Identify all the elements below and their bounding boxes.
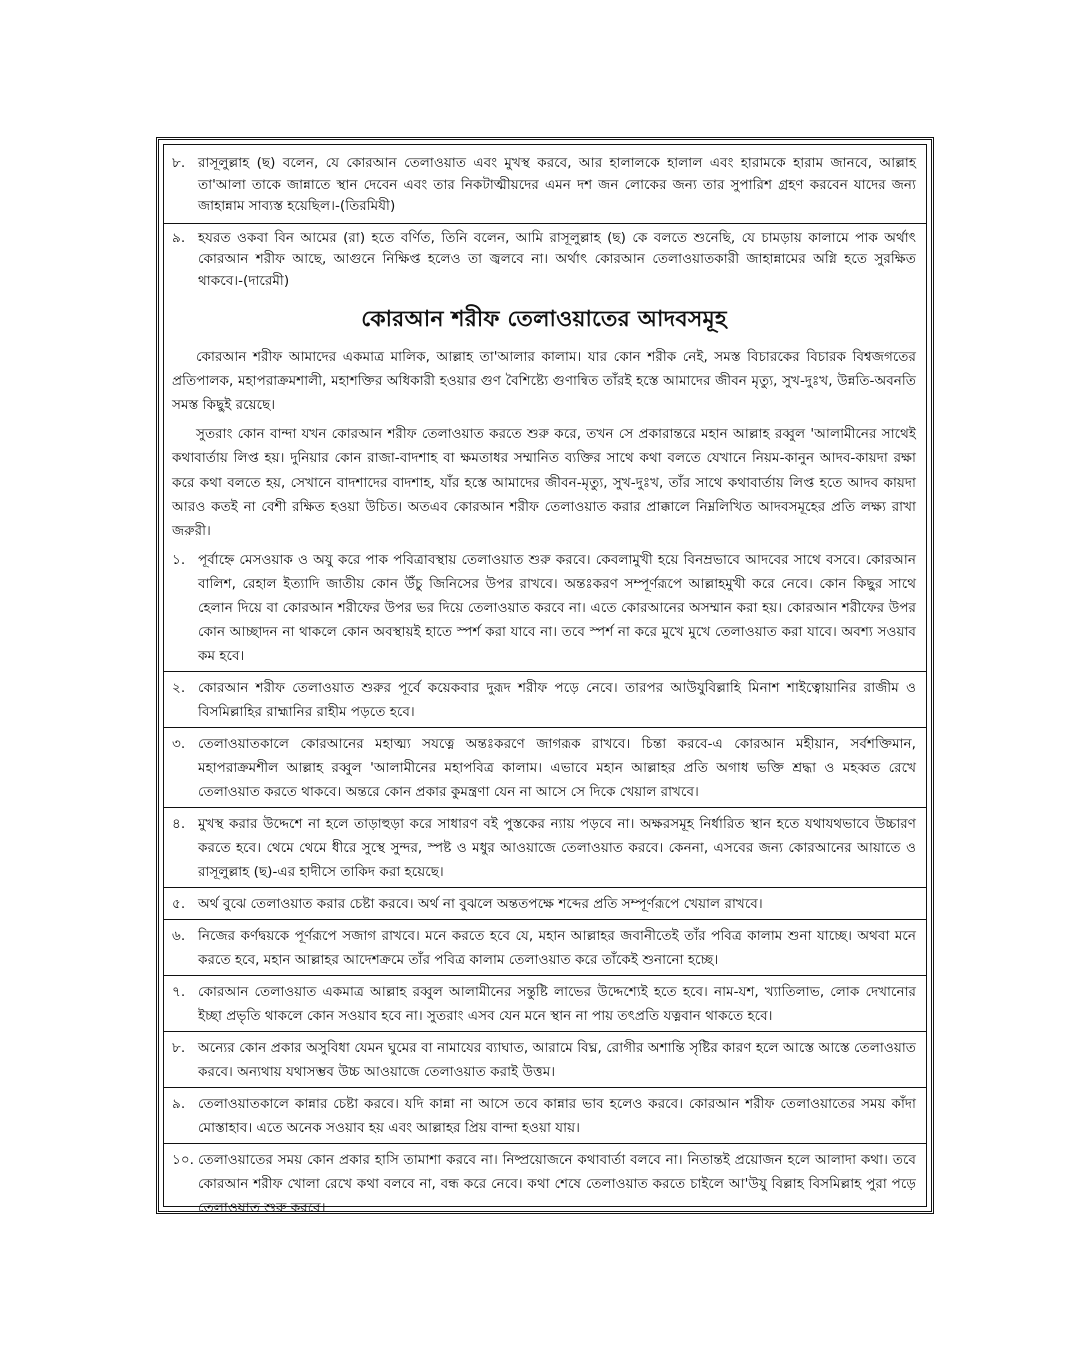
item-number: ৪. bbox=[172, 815, 186, 832]
rule-item bbox=[172, 1148, 916, 1220]
hadith-item bbox=[172, 228, 916, 293]
intro-paragraph: সুতরাং কোন বান্দা যখন কোরআন শরীফ তেলাওয়াত করতে শুরু করে, তখন সে প্রকারান্তরে মহান আল্লাহ রব্বুল 'আলামীনের সাথেই কথাবার্তায় লিপ্ত হয়। দুনিয়ার কোন রাজা-বাদশাহ বা ক্ষমতাধর সম্মানিত ব্যক্তির সাথে কথা বলতে যেখানে নিয়ম-কানুন আদব-কায়দা রক্ষা করে কথা বলতে হয়, সেখানে বাদশাদের বাদশাহ, যাঁর হস্তে আমাদের জীবন-মৃত্যু, সুখ-দুঃখ, তাঁর সাথে কথাবার্তায় লিপ্ত হতে আদব কায়দা আরও কতই না বেশী রক্ষিত হওয়া উচিত। অতএব কোরআন শরীফ তেলাওয়াত করার প্রাক্কালে নিম্নলিখিত আদবসমূহের প্রতি লক্ষ্য রাখা জরুরী। bbox=[172, 425, 916, 540]
item-text: কোরআন শরীফ তেলাওয়াত শুরুর পূর্বে কয়েকবার দুরূদ শরীফ পড়ে নেবে। তারপর আউযুবিল্লাহি মিনাশ শাইত্বোয়ানির রাজীম ও বিসমিল্লাহির রাহ্মানির রাহীম পড়তে হবে। bbox=[198, 679, 916, 720]
item-number: ৭. bbox=[172, 983, 186, 1000]
item-number: ৩. bbox=[172, 735, 186, 752]
item-number: ৮. bbox=[172, 155, 186, 171]
rule-item bbox=[172, 1092, 916, 1140]
item-number: ৯. bbox=[172, 229, 186, 246]
item-text: পূর্বাহ্নে মেসওয়াক ও অযু করে পাক পবিত্রাবস্থায় তেলাওয়াত শুরু করবে। কেবলামুখী হয়ে বিনম্রভাবে আদবের সাথে বসবে। কোরআন বালিশ, রেহাল ইত্যাদি জাতীয় কোন উঁচু জিনিসের উপর রাখবে। অন্তঃকরণ সম্পূর্ণরূপে আল্লাহমুখী করে নেবে। কোন কিছুর সাথে হেলান দিয়ে বা কোরআন শরীফের উপর ভর দিয়ে তেলাওয়াত করবে না। এতে কোরআনের অসম্মান করা হয়। কোরআন শরীফের উপর কোন আচ্ছাদন না থাকলে কোন অবস্থায়ই হাতে স্পর্শ করা যাবে না। তবে স্পর্শ না করে মুখে মুখে তেলাওয়াত করা যাবে। অবশ্য সওয়াব কম হবে। bbox=[198, 551, 916, 664]
rule-item bbox=[172, 1036, 916, 1084]
divider bbox=[164, 1087, 926, 1088]
divider bbox=[164, 975, 926, 976]
page-border bbox=[156, 137, 934, 1214]
item-text: তেলাওয়াতকালে কোরআনের মহাত্ম্য সযত্নে অন্তঃকরণে জাগরূক রাখবে। চিন্তা করবে-এ কোরআন মহীয়ান, সর্বশক্তিমান, মহাপরাক্রমশীল আল্লাহ রব্বুল 'আলামীনের মহাপবিত্র কালাম। এভাবে মহান আল্লাহর প্রতি অগাধ ভক্তি শ্রদ্ধা ও মহব্বত রেখে তেলাওয়াত করতে থাকবে। অন্তরে কোন প্রকার কুমন্ত্রণা যেন না আসে সে দিকে খেয়াল রাখবে। bbox=[198, 735, 916, 800]
rule-item bbox=[172, 548, 916, 668]
divider bbox=[164, 1031, 926, 1032]
rule-item bbox=[172, 980, 916, 1028]
rule-item bbox=[172, 812, 916, 884]
divider bbox=[164, 1143, 926, 1144]
divider bbox=[164, 919, 926, 920]
hadith-list bbox=[172, 153, 916, 293]
item-number: ৯. bbox=[172, 1095, 186, 1112]
hadith-item bbox=[172, 153, 916, 218]
content-box bbox=[163, 144, 927, 1216]
item-number: ৫. bbox=[172, 895, 186, 912]
rule-item bbox=[172, 676, 916, 724]
item-text: নিজের কর্ণদ্বয়কে পূর্ণরূপে সজাগ রাখবে। মনে করতে হবে যে, মহান আল্লাহর জবানীতেই তাঁর পবিত্র কালাম শুনা যাচ্ছে। অথবা মনে করতে হবে, মহান আল্লাহর আদেশক্রমে তাঁর পবিত্র কালাম তেলাওয়াত করে তাঁকেই শুনানো হচ্ছে। bbox=[198, 927, 916, 968]
rule-item bbox=[172, 732, 916, 804]
item-text: রাসূলুল্লাহ (ছ) বলেন, যে কোরআন তেলাওয়াত এবং মুখস্থ করবে, আর হালালকে হালাল এবং হারামকে হারাম জানবে, আল্লাহ তা'আলা তাকে জান্নাতে স্থান দেবেন এবং তার নিকটাত্মীয়দের এমন দশ জন লোকের জন্য তার সুপারিশ গ্রহণ করবেন যাদের জন্য জাহান্নাম সাব্যস্ত হয়েছিল।-(তিরমিযী) bbox=[198, 155, 916, 215]
item-number: ২. bbox=[172, 679, 186, 696]
rule-item bbox=[172, 892, 916, 916]
rule-item bbox=[172, 924, 916, 972]
item-number: ৬. bbox=[172, 927, 186, 944]
item-text: অন্যের কোন প্রকার অসুবিধা যেমন ঘুমের বা নামাযের ব্যাঘাত, আরামে বিঘ্ন, রোগীর অশান্তি সৃষ্টির কারণ হলে আস্তে আস্তে তেলাওয়াত করবে। অন্যথায় যথাসম্ভব উচ্চ আওয়াজে তেলাওয়াত করাই উত্তম। bbox=[198, 1039, 916, 1080]
item-number: ১০. bbox=[172, 1151, 194, 1168]
intro-paragraph: কোরআন শরীফ আমাদের একমাত্র মালিক, আল্লাহ তা'আলার কালাম। যার কোন শরীক নেই, সমস্ত বিচারকের বিচারক বিশ্বজগতের প্রতিপালক, মহাপরাক্রমশালী, মহাশক্তির অধিকারী হওয়ার গুণ বৈশিষ্ট্যে গুণান্বিত তাঁরই হস্তে আমাদের জীবন মৃত্যু, সুখ-দুঃখ, উন্নতি-অবনতি সমস্ত কিছুই রয়েছে। bbox=[172, 348, 916, 414]
divider bbox=[164, 223, 926, 224]
divider bbox=[164, 887, 926, 888]
item-text: তেলাওয়াতকালে কান্নার চেষ্টা করবে। যদি কান্না না আসে তবে কান্নার ভাব হলেও করবে। কোরআন শরীফ তেলাওয়াতের সময় কাঁদা মোস্তাহাব। এতে অনেক সওয়াব হয় এবং আল্লাহর প্রিয় বান্দা হওয়া যায়। bbox=[198, 1095, 916, 1136]
item-text: তেলাওয়াতের সময় কোন প্রকার হাসি তামাশা করবে না। নিষ্প্রয়োজনে কথাবার্তা বলবে না। নিতান্তই প্রয়োজন হলে আলাদা কথা। তবে কোরআন শরীফ খোলা রেখে কথা বলবে না, বন্ধ করে নেবে। কথা শেষে তেলাওয়াত করতে চাইলে আ'উযু বিল্লাহ বিসমিল্লাহ পুরা পড়ে তেলাওয়াত শুরু করবে। bbox=[198, 1151, 916, 1216]
divider bbox=[164, 727, 926, 728]
section-heading: কোরআন শরীফ তেলাওয়াতের আদবসমূহ bbox=[361, 306, 727, 332]
divider bbox=[164, 807, 926, 808]
item-number: ৮. bbox=[172, 1039, 186, 1056]
item-text: কোরআন তেলাওয়াত একমাত্র আল্লাহ রব্বুল আলামীনের সন্তুষ্টি লাভের উদ্দেশ্যেই হতে হবে। নাম-যশ, খ্যাতিলাভ, লোক দেখানোর ইচ্ছা প্রভৃতি থাকলে কোন সওয়াব হবে না। সুতরাং এসব যেন মনে স্থান না পায় তৎপ্রতি যত্নবান থাকতে হবে। bbox=[198, 983, 916, 1024]
rules-list bbox=[172, 548, 916, 1220]
item-text: হযরত ওকবা বিন আমের (রা) হতে বর্ণিত, তিনি বলেন, আমি রাসূলুল্লাহ (ছ) কে বলতে শুনেছি, যে চামড়ায় কালামে পাক অর্থাৎ কোরআন শরীফ আছে, আগুনে নিক্ষিপ্ত হলেও তা জ্বলবে না। অর্থাৎ কোরআন তেলাওয়াতকারী জাহান্নামের অগ্নি হতে সুরক্ষিত থাকবে।-(দারেমী) bbox=[198, 229, 916, 289]
item-text: অর্থ বুঝে তেলাওয়াত করার চেষ্টা করবে। অর্থ না বুঝলে অন্ততপক্ষে শব্দের প্রতি সম্পূর্ণরূপে খেয়াল রাখবে। bbox=[198, 895, 763, 912]
divider bbox=[164, 671, 926, 672]
item-text: মুখস্থ করার উদ্দেশে না হলে তাড়াহুড়া করে সাধারণ বই পুস্তকের ন্যায় পড়বে না। অক্ষরসমূহ নির্ধারিত স্থান হতে যথাযথভাবে উচ্চারণ করতে হবে। থেমে থেমে ধীরে সুস্থে সুন্দর, স্পষ্ট ও মধুর আওয়াজে তেলাওয়াত করবে। কেননা, এসবের জন্য কোরআনের আয়াতে ও রাসূলুল্লাহ (ছ)-এর হাদীসে তাকিদ করা হয়েছে। bbox=[198, 815, 917, 880]
item-number: ১. bbox=[172, 551, 186, 568]
